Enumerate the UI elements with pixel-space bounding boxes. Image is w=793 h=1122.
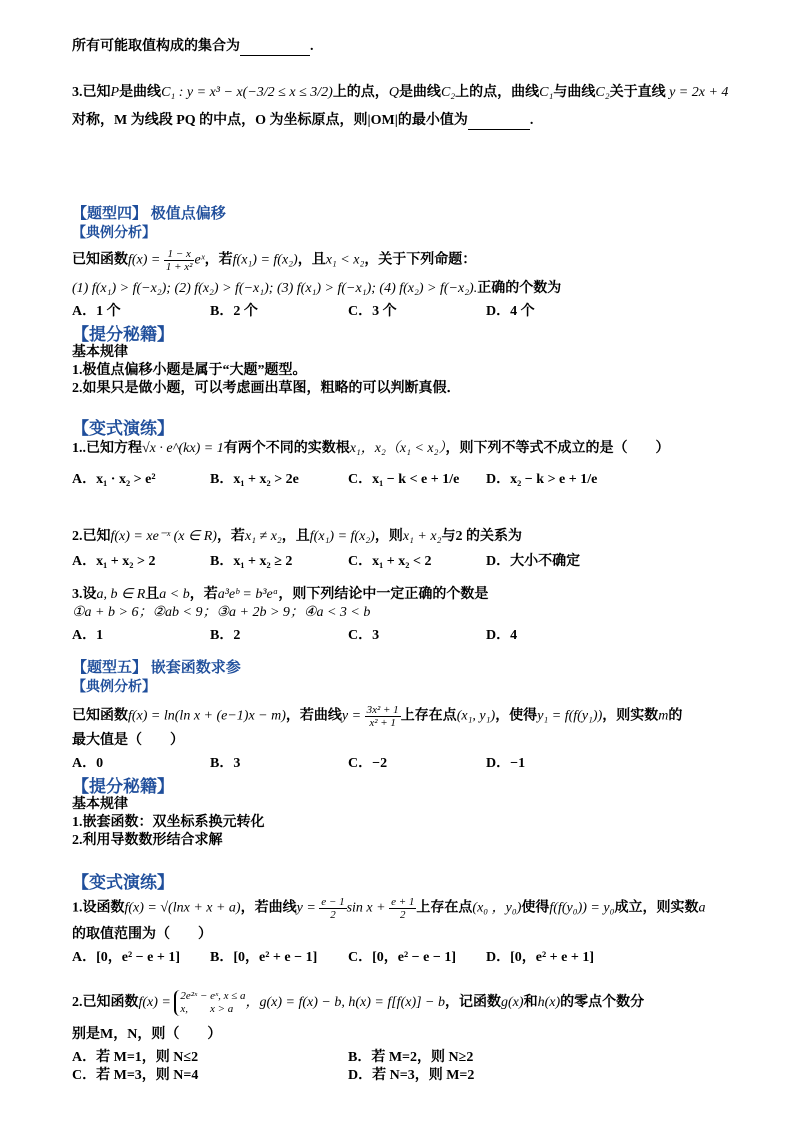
option-b: B．3 <box>210 756 241 771</box>
example-4-line2: (1) f(x₁) > f(−x₂); (2) f(x₂) > f(−x₁); (3) f(x₁) > f(−x₁); (4) f(x₂) > f(−x₂).正确的个数为 <box>72 281 562 296</box>
practice-heading: 【变式演练】 <box>72 873 174 892</box>
practice-3-props: ①a + b > 6；②ab < 9；③a + 2b > 9；④a < 3 < b <box>72 605 371 620</box>
option-c: C．若 M=3，则 N=4 <box>72 1068 199 1083</box>
option-d: D．4 <box>486 628 518 643</box>
option-b: B．[0，e² + e − 1] <box>210 950 318 965</box>
option-c: C．3 个 <box>348 304 397 319</box>
answer-blank <box>468 115 530 130</box>
example-heading: 【典例分析】 <box>72 680 156 695</box>
option-b: B．2 <box>210 628 241 643</box>
option-a: A．1 个 <box>72 304 121 319</box>
option-d: D．4 个 <box>486 304 535 319</box>
rule-2: 2.利用导数数形结合求解 <box>72 833 223 848</box>
basic-rule-label: 基本规律 <box>72 797 128 812</box>
option-c: C．3 <box>348 628 380 643</box>
problem-3-line1: 3.已知P是曲线C₁ : y = x³ − x(−3/2 ≤ x ≤ 3/2)上的点，Q是曲线C₂上的点，曲线C₁与曲线C₂关于直线 y = 2x + 4 <box>72 85 729 100</box>
practice-1-stem: 1..已知方程√x · e^(kx) = 1有两个不同的实数根x₁，x₂（x₁ < x₂），则下列不等式不成立的是（ ） <box>72 441 670 456</box>
practice-w2-line2: 别是M，N，则（ ） <box>72 1027 222 1042</box>
option-b: B．x₁ + x₂ > 2e <box>210 472 299 487</box>
option-c: C．x₁ − k < e + 1/e <box>348 472 460 487</box>
option-b: B．若 M=2，则 N≥2 <box>348 1050 474 1065</box>
option-d: D．大小不确定 <box>486 554 581 569</box>
basic-rule-label: 基本规律 <box>72 345 128 360</box>
option-b: B．2 个 <box>210 304 258 319</box>
line-set-blank: 所有可能取值构成的集合为 . <box>72 39 314 54</box>
option-c: C．−2 <box>348 756 388 771</box>
example-5-line2: 最大值是（ ） <box>72 733 184 748</box>
option-c: C．x₁ + x₂ < 2 <box>348 554 432 569</box>
problem-3-line2: 对称，M 为线段 PQ 的中点，O 为坐标原点，则|OM|的最小值为 . <box>72 113 534 128</box>
option-a: A．1 <box>72 628 104 643</box>
section-heading-5: 【题型五】 嵌套函数求参 <box>72 660 241 676</box>
answer-blank <box>240 41 310 56</box>
tips-heading: 【提分秘籍】 <box>72 777 174 796</box>
practice-w1-line1: 1.设函数f(x) = √(lnx + x + a)，若曲线y = $\frac{e - 1}{2}$ sin x + $\frac{e + 1}{2}$ 上存在点(x₀ ，y₀)使得f(f(y₀)) = y₀成立，则实数a <box>72 896 706 921</box>
option-d: D．x₂ − k > e + 1/e <box>486 472 598 487</box>
rule-1: 1.极值点偏移小题是属于“大题”题型。 <box>72 363 307 378</box>
example-5-line1: 已知函数f(x) = ln(ln x + (e−1)x − m)，若曲线y = $\frac{\text{3x² + 1}}{\text{x² + 1}}$ 上存在点(x₁, y₁)，使得y₁ = f(f(y₁))，则实数m的 <box>72 704 683 729</box>
text: 所有可能取值构成的集合为 <box>72 39 240 54</box>
practice-3-stem: 3.设a, b ∈ R且a < b，若a³eᵇ = b³eᵃ，则下列结论中一定正确的个数是 <box>72 587 489 602</box>
piecewise-brace: 2e²ˣ − eˣ, x ≤ a x, x > a <box>174 990 245 1016</box>
example-4-line1: 已知函数f(x) = $\frac{1 - x}{\text{1 + x²}}$ eˣ，若f(x₁) = f(x₂)，且x₁ < x₂，关于下列命题： <box>72 248 477 273</box>
section-heading-4: 【题型四】 极值点偏移 <box>72 206 226 222</box>
rule-2: 2.如果只是做小题，可以考虑画出草图，粗略的可以判断真假． <box>72 381 461 396</box>
option-a: A．0 <box>72 756 104 771</box>
option-d: D．−1 <box>486 756 526 771</box>
practice-w1-line2: 的取值范围为（ ） <box>72 927 212 942</box>
option-b: B．x₁ + x₂ ≥ 2 <box>210 554 293 569</box>
tips-heading: 【提分秘籍】 <box>72 325 174 344</box>
option-d: D．若 N=3，则 M=2 <box>348 1068 475 1083</box>
practice-2-stem: 2.已知f(x) = xe⁻ˣ (x ∈ R)，若x₁ ≠ x₂，且f(x₁) = f(x₂)，则x₁ + x₂与2 的关系为 <box>72 529 522 544</box>
example-heading: 【典例分析】 <box>72 226 156 241</box>
fraction: $\frac{e - 1}{2}$ <box>321 896 345 921</box>
fraction: $\frac{1 - x}{\text{1 + x²}}$ <box>165 248 193 273</box>
rule-1: 1.嵌套函数：双坐标系换元转化 <box>72 815 265 830</box>
practice-heading: 【变式演练】 <box>72 419 174 438</box>
fraction: $\frac{e + 1}{2}$ <box>391 896 415 921</box>
option-a: A．x₁ · x₂ > e² <box>72 472 156 487</box>
practice-w2-line1: 2.已知函数f(x) = 2e²ˣ − eˣ, x ≤ a x, x > a ，g(x) = f(x) − b, h(x) = f[f(x)] − b，记函数g(x)和h(x)的零点个数分 <box>72 990 645 1015</box>
option-a: A．x₁ + x₂ > 2 <box>72 554 156 569</box>
fraction: $\frac{\text{3x² + 1}}{\text{x² + 1}}$ <box>366 704 399 729</box>
option-d: D．[0，e² + e + 1] <box>486 950 595 965</box>
option-a: A．[0，e² − e + 1] <box>72 950 181 965</box>
option-a: A．若 M=1，则 N≤2 <box>72 1050 199 1065</box>
option-c: C．[0，e² − e − 1] <box>348 950 457 965</box>
